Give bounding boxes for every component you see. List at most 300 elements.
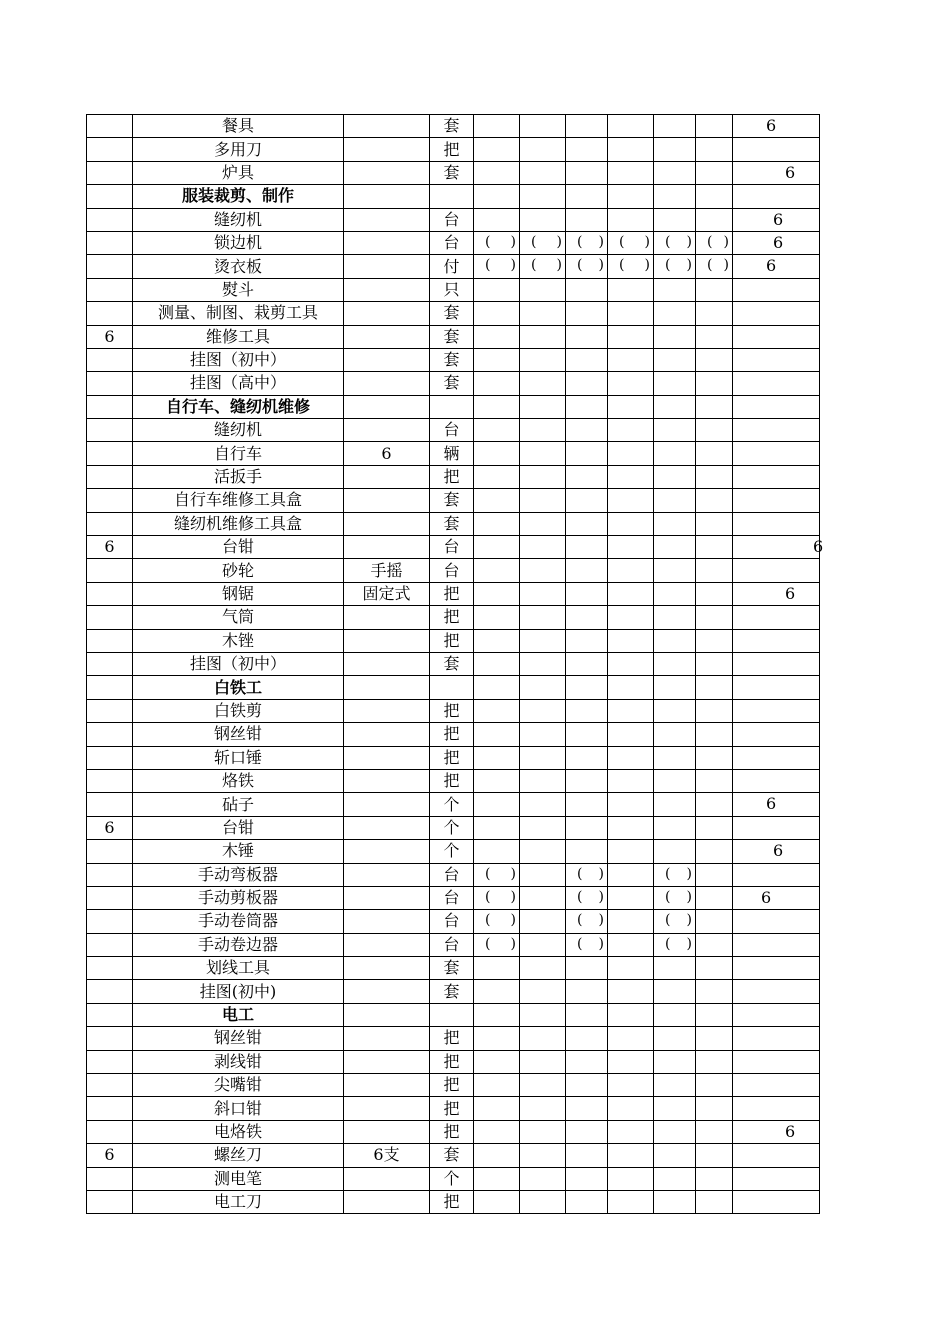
item-name-cell: 划线工具	[133, 957, 344, 980]
quantity-cell	[608, 957, 654, 980]
quantity-cell	[474, 536, 520, 559]
quantity-cell	[474, 723, 520, 746]
quantity-cell	[654, 699, 696, 722]
quantity-cell	[608, 442, 654, 465]
index-cell	[87, 957, 133, 980]
index-cell	[87, 419, 133, 442]
quantity-cell	[474, 886, 520, 909]
unit-cell	[430, 676, 474, 699]
quantity-cell	[696, 957, 733, 980]
quantity-cell	[654, 816, 696, 839]
unit-cell: 付	[430, 255, 474, 278]
quantity-cell	[608, 1050, 654, 1073]
index-cell	[87, 840, 133, 863]
unit-cell: 套	[430, 325, 474, 348]
quantity-cell	[696, 278, 733, 301]
index-cell	[87, 465, 133, 488]
unit-cell: 把	[430, 769, 474, 792]
quantity-cell	[520, 863, 566, 886]
index-cell	[87, 886, 133, 909]
quantity-cell	[566, 1003, 608, 1026]
quantity-cell	[474, 980, 520, 1003]
quantity-cell	[654, 208, 696, 231]
quantity-cell	[696, 1144, 733, 1167]
quantity-cell	[474, 372, 520, 395]
index-cell	[87, 1190, 133, 1213]
unit-cell: 把	[430, 138, 474, 161]
quantity-cell	[474, 863, 520, 886]
quantity-cell	[566, 1190, 608, 1213]
quantity-cell	[654, 1097, 696, 1120]
quantity-cell	[654, 863, 696, 886]
total-cell	[733, 840, 820, 863]
paren-close: )	[686, 935, 692, 952]
table-row	[87, 910, 820, 933]
quantity-cell	[696, 348, 733, 371]
quantity-cell	[654, 1027, 696, 1050]
quantity-cell	[566, 419, 608, 442]
quantity-cell	[474, 419, 520, 442]
section-title: 白铁工	[133, 676, 344, 699]
index-cell	[87, 1003, 133, 1026]
index-cell	[87, 372, 133, 395]
index-cell	[87, 723, 133, 746]
quantity-cell	[608, 1027, 654, 1050]
quantity-cell	[566, 746, 608, 769]
table-row	[87, 746, 820, 769]
table-row	[87, 840, 820, 863]
total-cell	[733, 793, 820, 816]
quantity-cell	[566, 489, 608, 512]
quantity-cell	[520, 699, 566, 722]
item-name-cell: 熨斗	[133, 278, 344, 301]
index-cell	[87, 1027, 133, 1050]
item-name-cell: 白铁剪	[133, 699, 344, 722]
paren-close: )	[686, 233, 692, 250]
quantity-cell	[696, 419, 733, 442]
index-cell	[87, 138, 133, 161]
total-cell	[733, 465, 820, 488]
table-row	[87, 348, 820, 371]
total-value: 6	[773, 209, 784, 229]
item-name-cell: 锁边机	[133, 231, 344, 254]
unit-cell: 套	[430, 302, 474, 325]
index-cell	[87, 933, 133, 956]
item-name-cell: 自行车	[133, 442, 344, 465]
item-name-cell: 烙铁	[133, 769, 344, 792]
index-cell	[87, 746, 133, 769]
item-name-cell: 挂图（高中）	[133, 372, 344, 395]
paren-open: (	[665, 935, 671, 952]
quantity-cell	[520, 1144, 566, 1167]
total-cell	[733, 1190, 820, 1213]
quantity-cell	[566, 302, 608, 325]
quantity-cell	[566, 255, 608, 278]
unit-cell	[430, 395, 474, 418]
quantity-cell	[520, 676, 566, 699]
total-value: 6	[766, 116, 777, 135]
quantity-cell	[696, 395, 733, 418]
quantity-cell	[654, 1120, 696, 1143]
spec-cell: 手摇	[344, 559, 430, 582]
quantity-cell	[608, 1097, 654, 1120]
quantity-cell	[654, 840, 696, 863]
spec-cell	[344, 723, 430, 746]
total-cell	[733, 1003, 820, 1026]
quantity-cell	[520, 419, 566, 442]
quantity-cell	[696, 793, 733, 816]
equipment-table	[86, 114, 824, 1214]
quantity-cell	[654, 536, 696, 559]
unit-cell: 套	[430, 348, 474, 371]
quantity-cell	[608, 886, 654, 909]
quantity-cell	[608, 933, 654, 956]
total-cell	[733, 512, 820, 535]
unit-cell: 把	[430, 1120, 474, 1143]
quantity-cell	[474, 1097, 520, 1120]
spec-cell	[344, 115, 430, 138]
quantity-cell	[696, 1120, 733, 1143]
quantity-cell	[654, 512, 696, 535]
paren-open: (	[577, 865, 583, 882]
quantity-cell	[520, 302, 566, 325]
paren-open: (	[485, 935, 491, 952]
item-name-cell: 挂图（初中）	[133, 348, 344, 371]
total-cell	[733, 980, 820, 1003]
spec-cell: 6支	[344, 1144, 430, 1167]
spec-cell	[344, 933, 430, 956]
index-cell	[87, 185, 133, 208]
quantity-cell	[608, 980, 654, 1003]
quantity-cell	[654, 115, 696, 138]
item-name-cell: 电烙铁	[133, 1120, 344, 1143]
spec-cell	[344, 629, 430, 652]
total-cell	[733, 746, 820, 769]
quantity-cell	[474, 629, 520, 652]
total-cell	[733, 769, 820, 792]
quantity-cell	[566, 185, 608, 208]
quantity-cell	[654, 255, 696, 278]
quantity-cell	[520, 980, 566, 1003]
quantity-cell	[566, 863, 608, 886]
table-row	[87, 699, 820, 722]
total-cell	[733, 536, 824, 559]
unit-cell: 套	[430, 115, 474, 138]
section-title: 服装裁剪、制作	[133, 185, 344, 208]
index-cell	[87, 606, 133, 629]
quantity-cell	[566, 115, 608, 138]
quantity-cell	[654, 1050, 696, 1073]
spec-cell	[344, 676, 430, 699]
item-name-cell: 维修工具	[133, 325, 344, 348]
paren-open: (	[485, 233, 491, 250]
section-header-row	[87, 185, 820, 208]
quantity-cell	[520, 255, 566, 278]
spec-cell	[344, 348, 430, 371]
paren-open: (	[531, 233, 537, 250]
quantity-cell	[474, 325, 520, 348]
item-name-cell: 炉具	[133, 161, 344, 184]
quantity-cell	[566, 840, 608, 863]
total-cell	[733, 138, 820, 161]
quantity-cell	[608, 1120, 654, 1143]
quantity-cell	[474, 746, 520, 769]
spec-cell	[344, 1003, 430, 1026]
quantity-cell	[520, 559, 566, 582]
quantity-cell	[474, 1167, 520, 1190]
quantity-cell	[654, 1074, 696, 1097]
quantity-cell	[474, 185, 520, 208]
table-row	[87, 302, 820, 325]
total-cell	[733, 886, 820, 909]
quantity-cell	[566, 769, 608, 792]
section-title: 自行车、缝纫机维修	[133, 395, 344, 418]
unit-cell	[430, 1003, 474, 1026]
total-cell	[733, 1144, 820, 1167]
paren-open: (	[577, 257, 583, 274]
section-header-row	[87, 1003, 820, 1026]
unit-cell: 台	[430, 886, 474, 909]
quantity-cell	[566, 325, 608, 348]
paren-close: )	[686, 912, 692, 929]
quantity-cell	[608, 723, 654, 746]
quantity-cell	[474, 676, 520, 699]
total-cell	[733, 1120, 820, 1143]
table-row	[87, 1097, 820, 1120]
quantity-cell	[608, 231, 654, 254]
unit-cell: 套	[430, 980, 474, 1003]
quantity-cell	[654, 582, 696, 605]
quantity-cell	[474, 793, 520, 816]
quantity-cell	[566, 1027, 608, 1050]
total-cell	[733, 1074, 820, 1097]
quantity-cell	[520, 816, 566, 839]
quantity-cell	[566, 652, 608, 675]
index-cell	[87, 676, 133, 699]
quantity-cell	[608, 255, 654, 278]
total-value: 6	[785, 162, 796, 182]
table-row	[87, 559, 820, 582]
quantity-cell	[654, 302, 696, 325]
quantity-cell	[566, 793, 608, 816]
quantity-cell	[566, 1167, 608, 1190]
quantity-cell	[654, 1144, 696, 1167]
total-cell	[733, 1027, 820, 1050]
index-cell	[87, 793, 133, 816]
spec-cell	[344, 465, 430, 488]
quantity-cell	[654, 746, 696, 769]
quantity-cell	[654, 325, 696, 348]
paren-open: (	[577, 912, 583, 929]
quantity-cell	[608, 606, 654, 629]
table-row	[87, 325, 820, 348]
quantity-cell	[566, 465, 608, 488]
quantity-cell	[608, 1144, 654, 1167]
spec-cell	[344, 138, 430, 161]
quantity-cell	[566, 1074, 608, 1097]
quantity-cell	[608, 115, 654, 138]
spec-cell	[344, 863, 430, 886]
quantity-cell	[520, 652, 566, 675]
quantity-cell	[608, 840, 654, 863]
quantity-cell	[566, 676, 608, 699]
quantity-cell	[474, 840, 520, 863]
quantity-cell	[566, 1097, 608, 1120]
item-name-cell: 钢丝钳	[133, 723, 344, 746]
spec-cell	[344, 1190, 430, 1213]
quantity-cell	[696, 536, 733, 559]
unit-cell: 把	[430, 1074, 474, 1097]
table-row	[87, 138, 820, 161]
table-row	[87, 489, 820, 512]
unit-cell: 把	[430, 1190, 474, 1213]
unit-cell: 辆	[430, 442, 474, 465]
quantity-cell	[696, 302, 733, 325]
quantity-cell	[608, 559, 654, 582]
quantity-cell	[520, 512, 566, 535]
unit-cell: 台	[430, 863, 474, 886]
quantity-cell	[474, 1027, 520, 1050]
spec-cell: 6	[344, 442, 430, 465]
total-value: 6	[813, 537, 824, 557]
quantity-cell	[608, 465, 654, 488]
quantity-cell	[608, 1003, 654, 1026]
quantity-cell	[696, 1190, 733, 1213]
item-name-cell: 螺丝刀	[133, 1144, 344, 1167]
quantity-cell	[654, 278, 696, 301]
table-row	[87, 793, 820, 816]
quantity-cell	[566, 723, 608, 746]
quantity-cell	[696, 465, 733, 488]
quantity-cell	[608, 138, 654, 161]
quantity-cell	[608, 1074, 654, 1097]
item-name-cell: 电工刀	[133, 1190, 344, 1213]
quantity-cell	[566, 1050, 608, 1073]
item-name-cell: 挂图（初中）	[133, 652, 344, 675]
paren-close: )	[556, 233, 562, 250]
quantity-cell	[566, 1120, 608, 1143]
quantity-cell	[696, 676, 733, 699]
item-name-cell: 木锤	[133, 840, 344, 863]
paren-open: (	[485, 888, 491, 905]
quantity-cell	[520, 1120, 566, 1143]
spec-cell	[344, 1050, 430, 1073]
quantity-cell	[474, 652, 520, 675]
quantity-cell	[566, 886, 608, 909]
paren-open: (	[619, 233, 625, 250]
quantity-cell	[696, 489, 733, 512]
quantity-cell	[474, 231, 520, 254]
spec-cell	[344, 512, 430, 535]
unit-cell: 台	[430, 910, 474, 933]
quantity-cell	[520, 769, 566, 792]
quantity-cell	[474, 1050, 520, 1073]
quantity-cell	[474, 1003, 520, 1026]
item-name-cell: 台钳	[133, 816, 344, 839]
item-name-cell: 缝纫机维修工具盒	[133, 512, 344, 535]
index-cell	[87, 769, 133, 792]
quantity-cell	[608, 372, 654, 395]
quantity-cell	[520, 1050, 566, 1073]
index-cell: 6	[87, 1144, 133, 1167]
paren-open: (	[665, 912, 671, 929]
spec-cell	[344, 185, 430, 208]
total-cell	[733, 161, 820, 184]
spec-cell	[344, 1027, 430, 1050]
quantity-cell	[566, 395, 608, 418]
spec-cell	[344, 793, 430, 816]
unit-cell: 套	[430, 161, 474, 184]
total-cell	[733, 489, 820, 512]
quantity-cell	[696, 442, 733, 465]
quantity-cell	[474, 278, 520, 301]
total-cell	[733, 723, 820, 746]
item-name-cell: 手动弯板器	[133, 863, 344, 886]
unit-cell: 把	[430, 699, 474, 722]
unit-cell: 把	[430, 629, 474, 652]
spec-cell	[344, 1120, 430, 1143]
quantity-cell	[520, 629, 566, 652]
table-row	[87, 957, 820, 980]
index-cell	[87, 699, 133, 722]
quantity-cell	[608, 769, 654, 792]
spec-cell: 固定式	[344, 582, 430, 605]
quantity-cell	[608, 793, 654, 816]
quantity-cell	[566, 138, 608, 161]
total-cell	[733, 348, 820, 371]
item-name-cell: 餐具	[133, 115, 344, 138]
quantity-cell	[696, 255, 733, 278]
paren-close: )	[723, 233, 729, 250]
table-row	[87, 933, 820, 956]
paren-open: (	[531, 257, 537, 274]
quantity-cell	[566, 699, 608, 722]
quantity-cell	[608, 419, 654, 442]
quantity-cell	[474, 933, 520, 956]
paren-open: (	[577, 935, 583, 952]
index-cell	[87, 582, 133, 605]
quantity-cell	[696, 723, 733, 746]
quantity-cell	[608, 816, 654, 839]
total-cell	[733, 115, 820, 138]
item-name-cell: 测量、制图、栽剪工具	[133, 302, 344, 325]
unit-cell: 台	[430, 231, 474, 254]
paren-close: )	[510, 888, 516, 905]
table-row	[87, 419, 820, 442]
quantity-cell	[520, 957, 566, 980]
paren-close: )	[644, 233, 650, 250]
paren-close: )	[556, 257, 562, 274]
quantity-cell	[474, 115, 520, 138]
index-cell	[87, 1050, 133, 1073]
quantity-cell	[696, 886, 733, 909]
unit-cell: 套	[430, 512, 474, 535]
quantity-cell	[474, 138, 520, 161]
quantity-cell	[654, 933, 696, 956]
quantity-cell	[520, 278, 566, 301]
quantity-cell	[696, 208, 733, 231]
item-name-cell: 尖嘴钳	[133, 1074, 344, 1097]
item-name-cell: 台钳	[133, 536, 344, 559]
table-row	[87, 1074, 820, 1097]
quantity-cell	[654, 395, 696, 418]
quantity-cell	[654, 1003, 696, 1026]
index-cell: 6	[87, 816, 133, 839]
quantity-cell	[474, 1074, 520, 1097]
index-cell	[87, 208, 133, 231]
quantity-cell	[696, 863, 733, 886]
quantity-cell	[696, 980, 733, 1003]
